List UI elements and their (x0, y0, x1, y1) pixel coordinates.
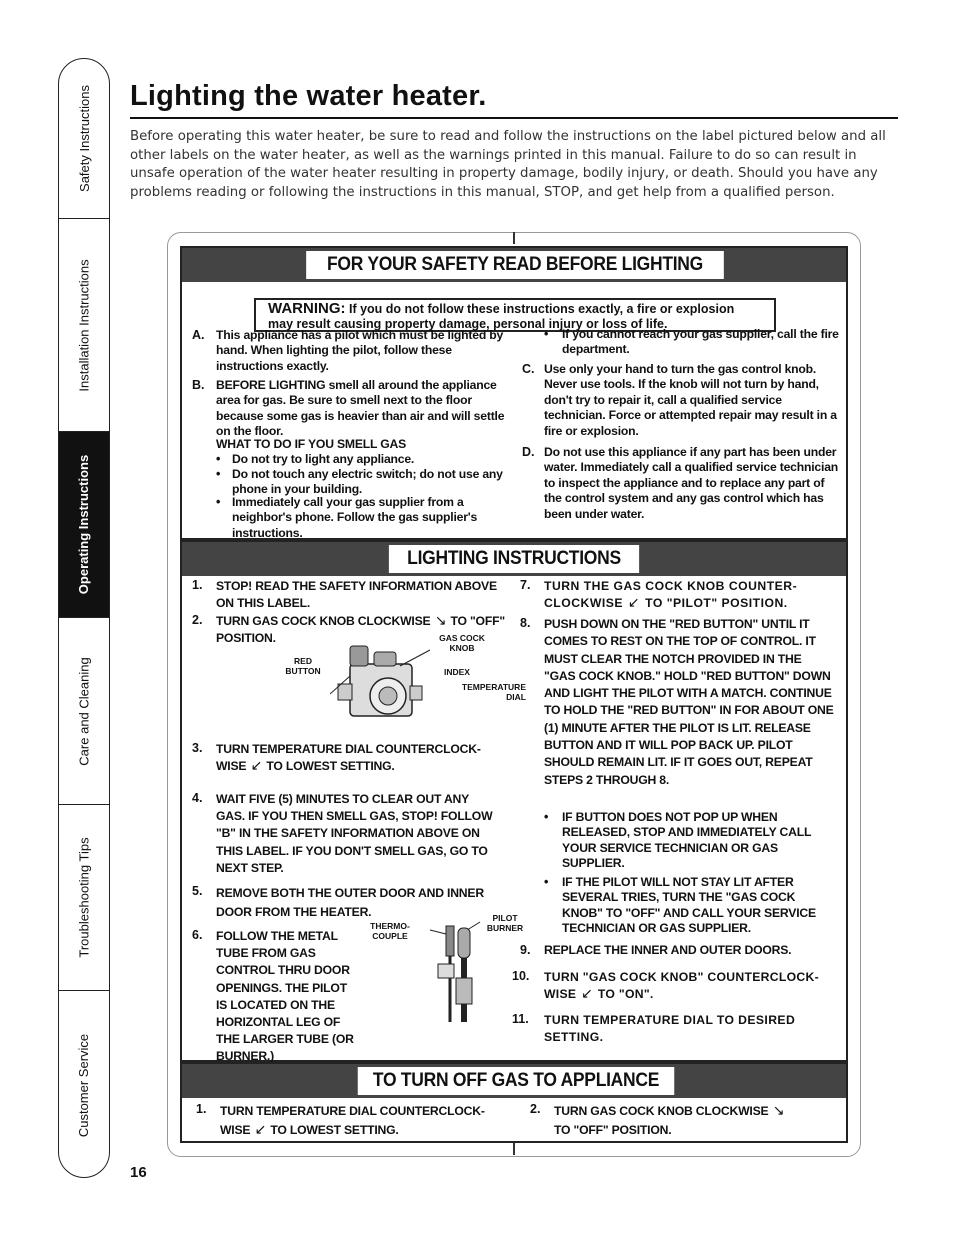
step-6-text: FOLLOW THE METAL TUBE FROM GAS CONTROL THRU DOOR OPENINGS. THE PILOT IS LOCATED ON THE HORIZONTAL LEG OF THE LARGER TUBE (OR BURNER.) (216, 929, 354, 1064)
smell-gas-item-3: Immediately call your gas supplier from a neighbor's phone. Follow the gas supplier's instructions. (232, 495, 478, 540)
turn-off-step-2-mark: 2. (530, 1102, 541, 1116)
step-1-text: STOP! READ THE SAFETY INFORMATION ABOVE ON THIS LABEL. (216, 579, 497, 610)
intro-paragraph: Before operating this water heater, be sure to read and follow the instructions on the label pictured below and all other labels on the water heater, as well as the warnings printed in this manual. Failure to do so can result in unsafe operation of the water heater resulting in property damage, bodily injury, or death. Should you have any problems reading or following the instructions in this manual, STOP, and get help from a qualified person. (130, 129, 886, 200)
tab-care-and-cleaning[interactable]: Care and Cleaning (59, 618, 109, 805)
item-d-mark: D. (522, 445, 535, 459)
bullet: • (216, 495, 221, 509)
step-8-bullet-1: IF BUTTON DOES NOT POP UP WHEN RELEASED, STOP AND IMMEDIATELY CALL YOUR SERVICE TECHNICIAN OR GAS SUPPLIER. (562, 810, 811, 871)
item-a-mark: A. (192, 328, 205, 342)
pilot-burner-caption: PILOT BURNER (486, 913, 524, 933)
tab-operating-instructions[interactable]: Operating Instructions (59, 432, 109, 618)
turn-off-step-1-text: TURN TEMPERATURE DIAL COUNTERCLOCK- WISE ↙ TO LOWEST SETTING. (220, 1104, 485, 1138)
step-7-mark: 7. (520, 578, 531, 592)
item-b-text: BEFORE LIGHTING smell all around the appliance area for gas. Be sure to smell next to the floor because some gas is heavier than air and will settle on the floor. (216, 378, 505, 439)
gas-cock-knob-caption: GAS COCK KNOB (439, 633, 485, 653)
bullet: • (216, 467, 221, 481)
step-9-mark: 9. (520, 943, 531, 957)
lighting-panel (180, 540, 848, 1062)
turn-off-panel (180, 1062, 848, 1143)
turn-off-banner (182, 1064, 846, 1098)
clockwise-arrow-icon: ↘ (430, 613, 451, 629)
label-tick-bottom (513, 1141, 515, 1155)
step-3-text: TURN TEMPERATURE DIAL COUNTERCLOCK- WISE ↙ TO LOWEST SETTING. (216, 742, 481, 774)
bullet: • (216, 452, 221, 466)
step-4-text: WAIT FIVE (5) MINUTES TO CLEAR OUT ANY GAS. IF YOU THEN SMELL GAS, STOP! FOLLOW "B" IN THE SAFETY INFORMATION ABOVE ON THIS LABEL. IF YOU DON'T SMELL GAS, GO TO NEXT STEP. (216, 792, 493, 875)
page-number: 16 (130, 1164, 147, 1181)
step-6-mark: 6. (192, 928, 203, 942)
step-8-text: PUSH DOWN ON THE "RED BUTTON" UNTIL IT COMES TO REST ON THE TOP OF CONTROL. IT MUST CLEAR THE NOTCH PROVIDED IN THE "GAS COCK KNOB." HOLD "RED BUTTON" DOWN AND LIGHT THE PILOT WITH A MATCH. CONTINUE TO HOLD THE "RED BUTTON" IN FOR ABOUT ONE (1) MINUTE AFTER THE PILOT IS LIT. RELEASE BUTTON AND IT WILL POP BACK UP. PILOT SHOULD REMAIN LIT. IF IT GOES OUT, REPEAT STEPS 2 THROUGH 8. (544, 617, 834, 787)
safety-panel (180, 246, 848, 540)
step-4-mark: 4. (192, 791, 203, 805)
turn-off-heading: TO TURN OFF GAS TO APPLIANCE (358, 1067, 674, 1095)
turn-off-step-2-text: TURN GAS COCK KNOB CLOCKWISE ↘ TO "OFF" POSITION. (554, 1103, 785, 1137)
tab-troubleshooting-tips[interactable]: Troubleshooting Tips (59, 805, 109, 991)
bullet: • (544, 810, 549, 824)
bullet: • (544, 327, 549, 341)
item-b-mark: B. (192, 378, 205, 392)
item-c-mark: C. (522, 362, 535, 376)
warning-line-2: may result causing property damage, personal injury or loss of life. (268, 317, 668, 331)
section-tabs (58, 58, 110, 1178)
step-5-mark: 5. (192, 884, 203, 898)
step-3-mark: 3. (192, 741, 203, 755)
turn-off-step-1-mark: 1. (196, 1102, 207, 1116)
safety-banner (182, 248, 846, 282)
gas-control-diagram (330, 636, 430, 728)
step-2-text: TURN GAS COCK KNOB CLOCKWISE ↘ TO "OFF" POSITION. (216, 613, 505, 645)
step-10-mark: 10. (512, 969, 530, 983)
step-11-text: TURN TEMPERATURE DIAL TO DESIRED SETTING. (544, 1013, 796, 1044)
step-2-mark: 2. (192, 613, 203, 627)
step-1-mark: 1. (192, 578, 203, 592)
step-5-text: REMOVE BOTH THE OUTER DOOR AND INNER DOOR FROM THE HEATER. (216, 886, 484, 919)
step-8-bullet-2: IF THE PILOT WILL NOT STAY LIT AFTER SEVERAL TRIES, TURN THE "GAS COCK KNOB" TO "OFF" AND CALL YOUR SERVICE TECHNICIAN OR GAS SUPPLIER. (562, 875, 816, 936)
item-d-text: Do not use this appliance if any part has been under water. Immediately call a qualified service technician to inspect the appliance and to replace any part of the control system and any gas control which has been under water. (544, 445, 839, 521)
step-8-mark: 8. (520, 616, 531, 630)
counterclockwise-arrow-icon: ↙ (246, 758, 267, 774)
counterclockwise-arrow-icon: ↙ (622, 595, 646, 611)
warning-label: WARNING: (268, 300, 346, 317)
title-rule (130, 117, 898, 119)
page-title: Lighting the water heater. (130, 80, 487, 112)
index-caption: INDEX (444, 667, 470, 677)
counterclockwise-arrow-icon: ↙ (576, 986, 598, 1002)
step-7-text: TURN THE GAS COCK KNOB COUNTER- CLOCKWISE ↙ TO "PILOT" POSITION. (544, 579, 798, 611)
item-a-text: This appliance has a pilot which must be lighted by hand. When lighting the pilot, follow these instructions exactly. (216, 328, 504, 373)
tab-customer-service[interactable]: Customer Service (76, 1033, 92, 1137)
bullet: • (544, 875, 549, 889)
clockwise-arrow-icon: ↘ (768, 1103, 785, 1119)
smell-gas-heading: WHAT TO DO IF YOU SMELL GAS (216, 437, 407, 451)
tab-safety-instructions[interactable]: Safety Instructions (59, 59, 109, 219)
lighting-heading: LIGHTING INSTRUCTIONS (389, 545, 639, 573)
red-button-caption: RED BUTTON (285, 656, 321, 676)
smell-gas-item-4: If you cannot reach your gas supplier, call the fire department. (562, 327, 839, 357)
smell-gas-item-1: Do not try to light any appliance. (232, 452, 415, 466)
smell-gas-item-2: Do not touch any electric switch; do not use any phone in your building. (232, 467, 503, 497)
tab-installation-instructions[interactable]: Installation Instructions (59, 219, 109, 432)
safety-heading: FOR YOUR SAFETY READ BEFORE LIGHTING (306, 251, 724, 279)
step-10-text: TURN "GAS COCK KNOB" COUNTERCLOCK- WISE ↙ TO "ON". (544, 970, 819, 1002)
step-9-text: REPLACE THE INNER AND OUTER DOORS. (544, 943, 792, 957)
counterclockwise-arrow-icon: ↙ (250, 1122, 271, 1138)
thermocouple-caption: THERMO- COUPLE (370, 921, 410, 941)
lighting-banner (182, 542, 846, 576)
warning-line-1: If you do not follow these instructions exactly, a fire or explosion (348, 302, 735, 316)
step-11-mark: 11. (512, 1012, 529, 1026)
label-tick-top (513, 232, 515, 244)
item-c-text: Use only your hand to turn the gas control knob. Never use tools. If the knob will not turn by hand, don't try to repair it, call a qualified service technician. Force or attempted repair may result in a fire or explosion. (544, 362, 837, 438)
temperature-dial-caption: TEMPERATURE DIAL (461, 682, 526, 702)
